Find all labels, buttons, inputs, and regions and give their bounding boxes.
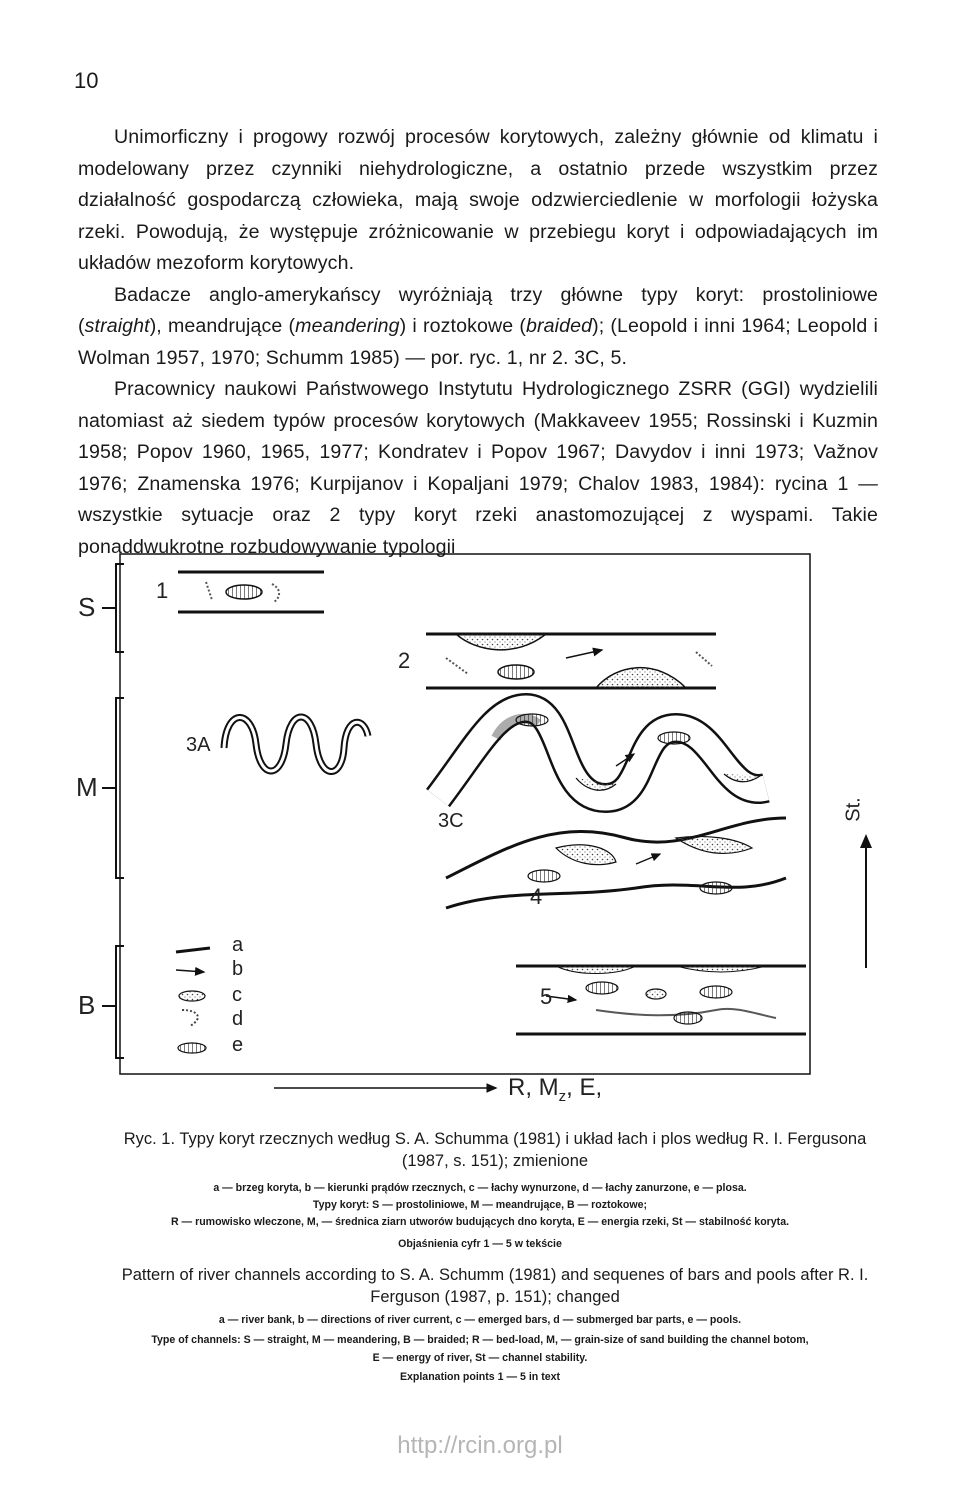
legend-symbols [176, 948, 210, 1053]
caption-en-title: Pattern of river channels according to S. A. Schumm (1981) and sequenes of bars and pools after R. I. Ferguson (1987, p. 151); changed [121, 1266, 869, 1306]
paragraph-2-part-d: ); (Leopold i inni 1964; Leopold i Wolman 1957, 1970; Schumm 1985) — por. ryc. 1, nr 2. 3C, 5. [78, 315, 878, 369]
axis-bottom-label-main: R, M [508, 1074, 559, 1101]
page-number: 10 [74, 68, 99, 93]
axis-bottom-subscript: z [558, 1087, 567, 1105]
caption-pl-line-4: Objaśnienia cyfr 1 — 5 w tekście [398, 1238, 562, 1250]
channel-4 [446, 818, 786, 908]
legend-e-pool [178, 1043, 206, 1053]
paragraph-2-part-c: ) i roztokowe ( [399, 315, 526, 337]
channel-3c-meander [438, 708, 766, 798]
legend-c-emerged-bar [179, 991, 205, 1001]
caption-pl-line-1: a — brzeg koryta, b — kierunki prądów rzecznych, c — łachy wynurzone, d — łachy zanurzone, e — plosa. [213, 1182, 747, 1194]
label-5: 5 [540, 984, 553, 1009]
term-straight: straight [84, 315, 150, 337]
legend-a-label: a [232, 934, 244, 956]
legend-b-current [176, 970, 204, 972]
term-meandering: meandering [295, 315, 400, 337]
paragraph-1: Unimorficzny i progowy rozwój procesów korytowych, zależny głównie od klimatu i modelowany przez czynniki niehydrologiczne, a ostatnio przede wszystkim przez działalność gospodarczą człowieka, mają swoje odzwierciedlenie w morfologii łożyska rzeki. Powodują, że występuje zróżnicowanie w przebiegu koryt i odpowiadających im układów mezoform korytowych. [78, 126, 878, 274]
label-4: 4 [530, 884, 543, 909]
caption-en-line-2: Type of channels: S — straight, M — meandering, B — braided; R — bed-load, M, — grain-size of sand building the channel botom, [151, 1334, 809, 1346]
caption-en-line-4: Explanation points 1 — 5 in text [399, 1371, 561, 1383]
river-channel-figure [76, 548, 896, 1108]
legend-e-label: e [232, 1034, 244, 1056]
label-2: 2 [398, 648, 411, 673]
label-3c: 3C [438, 810, 464, 832]
channel-1-straight [178, 572, 324, 612]
watermark: http://rcin.org.pl [397, 1432, 563, 1459]
channel-2 [426, 634, 716, 688]
legend-c-label: c [232, 984, 242, 1006]
caption-pl-title: Ryc. 1. Typy koryt rzecznych według S. A. Schumma (1981) i układ łach i plos według R. I. Fergusona (1987, s. 151); zmienione [123, 1130, 867, 1170]
legend-d-label: d [232, 1008, 244, 1030]
channel-3a-meander [224, 717, 368, 772]
channel-5-braided [516, 966, 806, 1034]
paragraph-3: Pracownicy naukowi Państwowego Instytutu Hydrologicznego ZSRR (GGI) wydzielili natomiast aż siedem typów procesów korytowych (Makkaveev 1955; Rossinski i Kuzmin 1958; Popov 1960, 1965, 1977; Kondratev i Popov 1967; Davydov i inni 1973; Važnov 1976; Znamenska 1976; Kurpijanov i Kopaljani 1979; Chalov 1983, 1984): rycina 1 — wszystkie sytuacje oraz 2 typy koryt rzeki anastomozującej z wyspami. Takie ponaddwukrotne rozbudowywanie typologii [78, 378, 878, 558]
label-1: 1 [156, 578, 169, 603]
axis-bottom-label-end: , E, [566, 1074, 603, 1101]
paragraph-2-part-b: ), meandrujące ( [149, 315, 296, 337]
bracket-s-label: S [78, 592, 96, 622]
caption-pl-line-3: R — rumowisko wleczone, M, — średnica ziarn utworów budujących dno koryta, E — energia rzeki, St — stabilność koryta. [170, 1216, 790, 1228]
figure-drawing [76, 548, 896, 1108]
paragraph-2-part-a: Badacze anglo-amerykańscy wyróżniają trzy główne typy koryt: prostoliniowe ( [78, 283, 878, 337]
paragraph-2 [78, 280, 878, 375]
caption-pl-line-2: Typy koryt: S — prostoliniowe, M — meandrujące, B — roztokowe; [312, 1199, 648, 1211]
bracket-b-label: B [78, 990, 96, 1020]
legend-a-bank [176, 948, 210, 952]
legend-b-label: b [232, 958, 244, 980]
legend-d-submerged-bar [182, 1010, 198, 1026]
term-braided: braided [526, 315, 593, 337]
label-3a: 3A [186, 734, 211, 756]
body-text [78, 122, 878, 563]
caption-en-line-3: E — energy of river, St — channel stability. [372, 1352, 588, 1364]
bracket-m-label: M [76, 772, 98, 802]
axis-bottom-label [508, 1074, 602, 1105]
caption-en-line-1: a — river bank, b — directions of river current, c — emerged bars, d — submerged bar parts, e — pools. [218, 1314, 742, 1326]
axis-right-label: St. [842, 797, 865, 822]
